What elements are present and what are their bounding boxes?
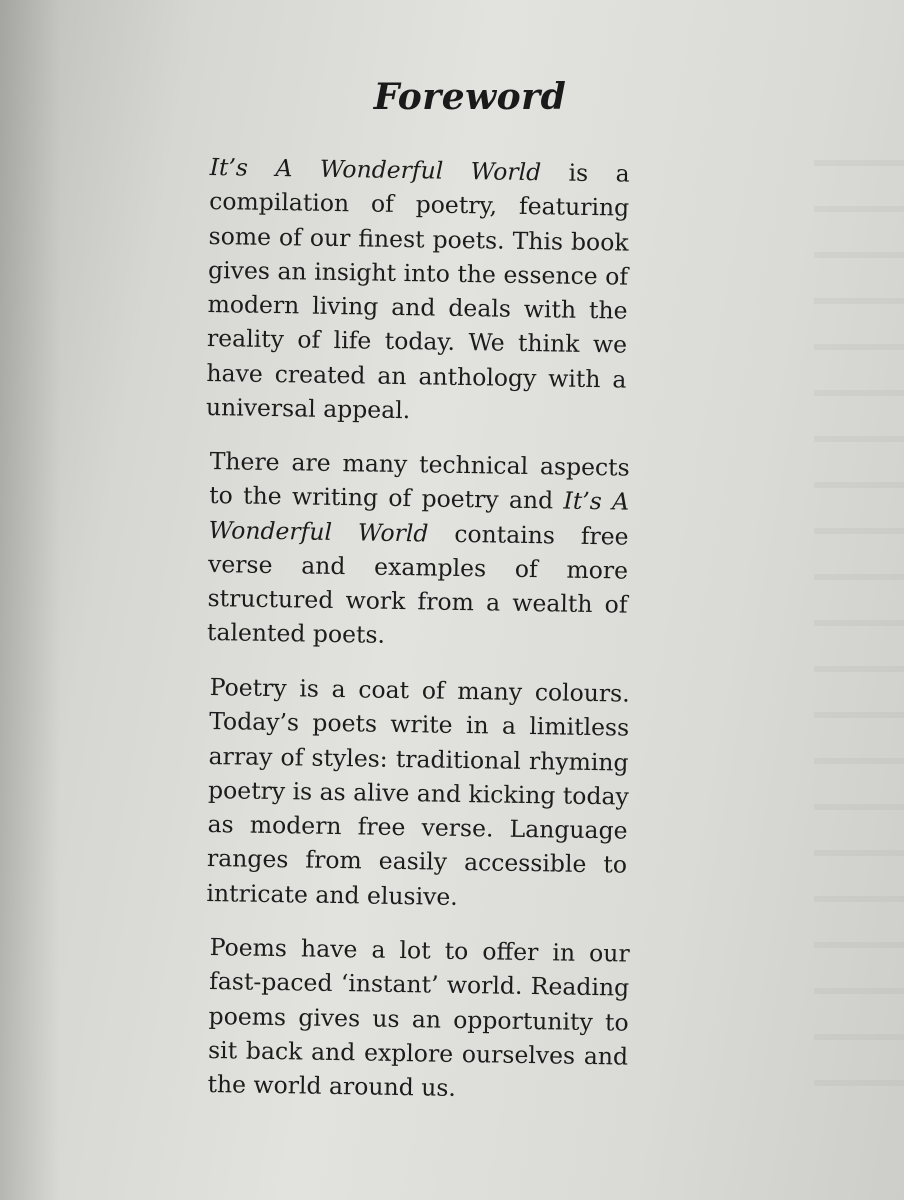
text-run: ranges from easily accessible to bbox=[206, 844, 628, 880]
text-run: contains free bbox=[428, 519, 629, 551]
page-title: Foreword bbox=[373, 76, 567, 118]
text-line bbox=[207, 1067, 627, 1108]
show-through-bleed bbox=[814, 120, 904, 1120]
italic-text: Wonderful World bbox=[208, 515, 429, 548]
text-run: Today’s poets write in a limitless bbox=[208, 707, 630, 743]
text-run: poetry is as alive and kicking today bbox=[207, 776, 630, 811]
text-run: Poetry is a coat of many colours. bbox=[209, 673, 630, 708]
text-run: fast-paced ‘instant’ world. Reading bbox=[208, 967, 630, 1003]
text-run: There are many technical aspects bbox=[209, 447, 630, 482]
text-run: gives an insight into the essence of bbox=[207, 255, 629, 291]
text-run: is a bbox=[540, 158, 630, 188]
page-edge-shadow bbox=[0, 0, 60, 1200]
text-run: array of styles: traditional rhyming bbox=[208, 741, 629, 777]
text-run: sit back and explore ourselves and bbox=[207, 1036, 629, 1071]
text-run: poems gives us an opportunity to bbox=[208, 1001, 629, 1037]
text-run: Poems have a lot to offer in our bbox=[209, 933, 630, 968]
text-line bbox=[207, 616, 627, 657]
foreword-body bbox=[205, 150, 630, 1122]
paragraph-2 bbox=[207, 444, 630, 656]
italic-text: It’s A bbox=[563, 487, 630, 517]
text-run: to the writing of poetry and bbox=[208, 481, 564, 516]
text-run: reality of life today. We think we bbox=[206, 324, 628, 360]
paragraph-1 bbox=[206, 150, 630, 431]
text-run: compilation of poetry, featuring bbox=[208, 187, 630, 222]
text-run: as modern free verse. Language bbox=[207, 810, 628, 845]
text-run: have created an anthology with a bbox=[206, 358, 627, 394]
text-run: modern living and deals with the bbox=[207, 290, 628, 325]
text-run: intricate and elusive. bbox=[206, 878, 458, 911]
paragraph-4 bbox=[207, 930, 630, 1108]
paragraph-3 bbox=[206, 670, 630, 917]
italic-text: It’s A Wonderful World bbox=[209, 152, 542, 187]
text-run: talented poets. bbox=[206, 618, 386, 650]
text-run: structured work from a wealth of bbox=[207, 584, 628, 620]
text-line bbox=[206, 390, 626, 431]
text-line bbox=[206, 876, 626, 917]
text-run: universal appeal. bbox=[205, 393, 411, 425]
text-run: verse and examples of more bbox=[207, 550, 629, 585]
text-run: the world around us. bbox=[207, 1070, 457, 1103]
text-run: some of our finest poets. This book bbox=[208, 221, 629, 257]
